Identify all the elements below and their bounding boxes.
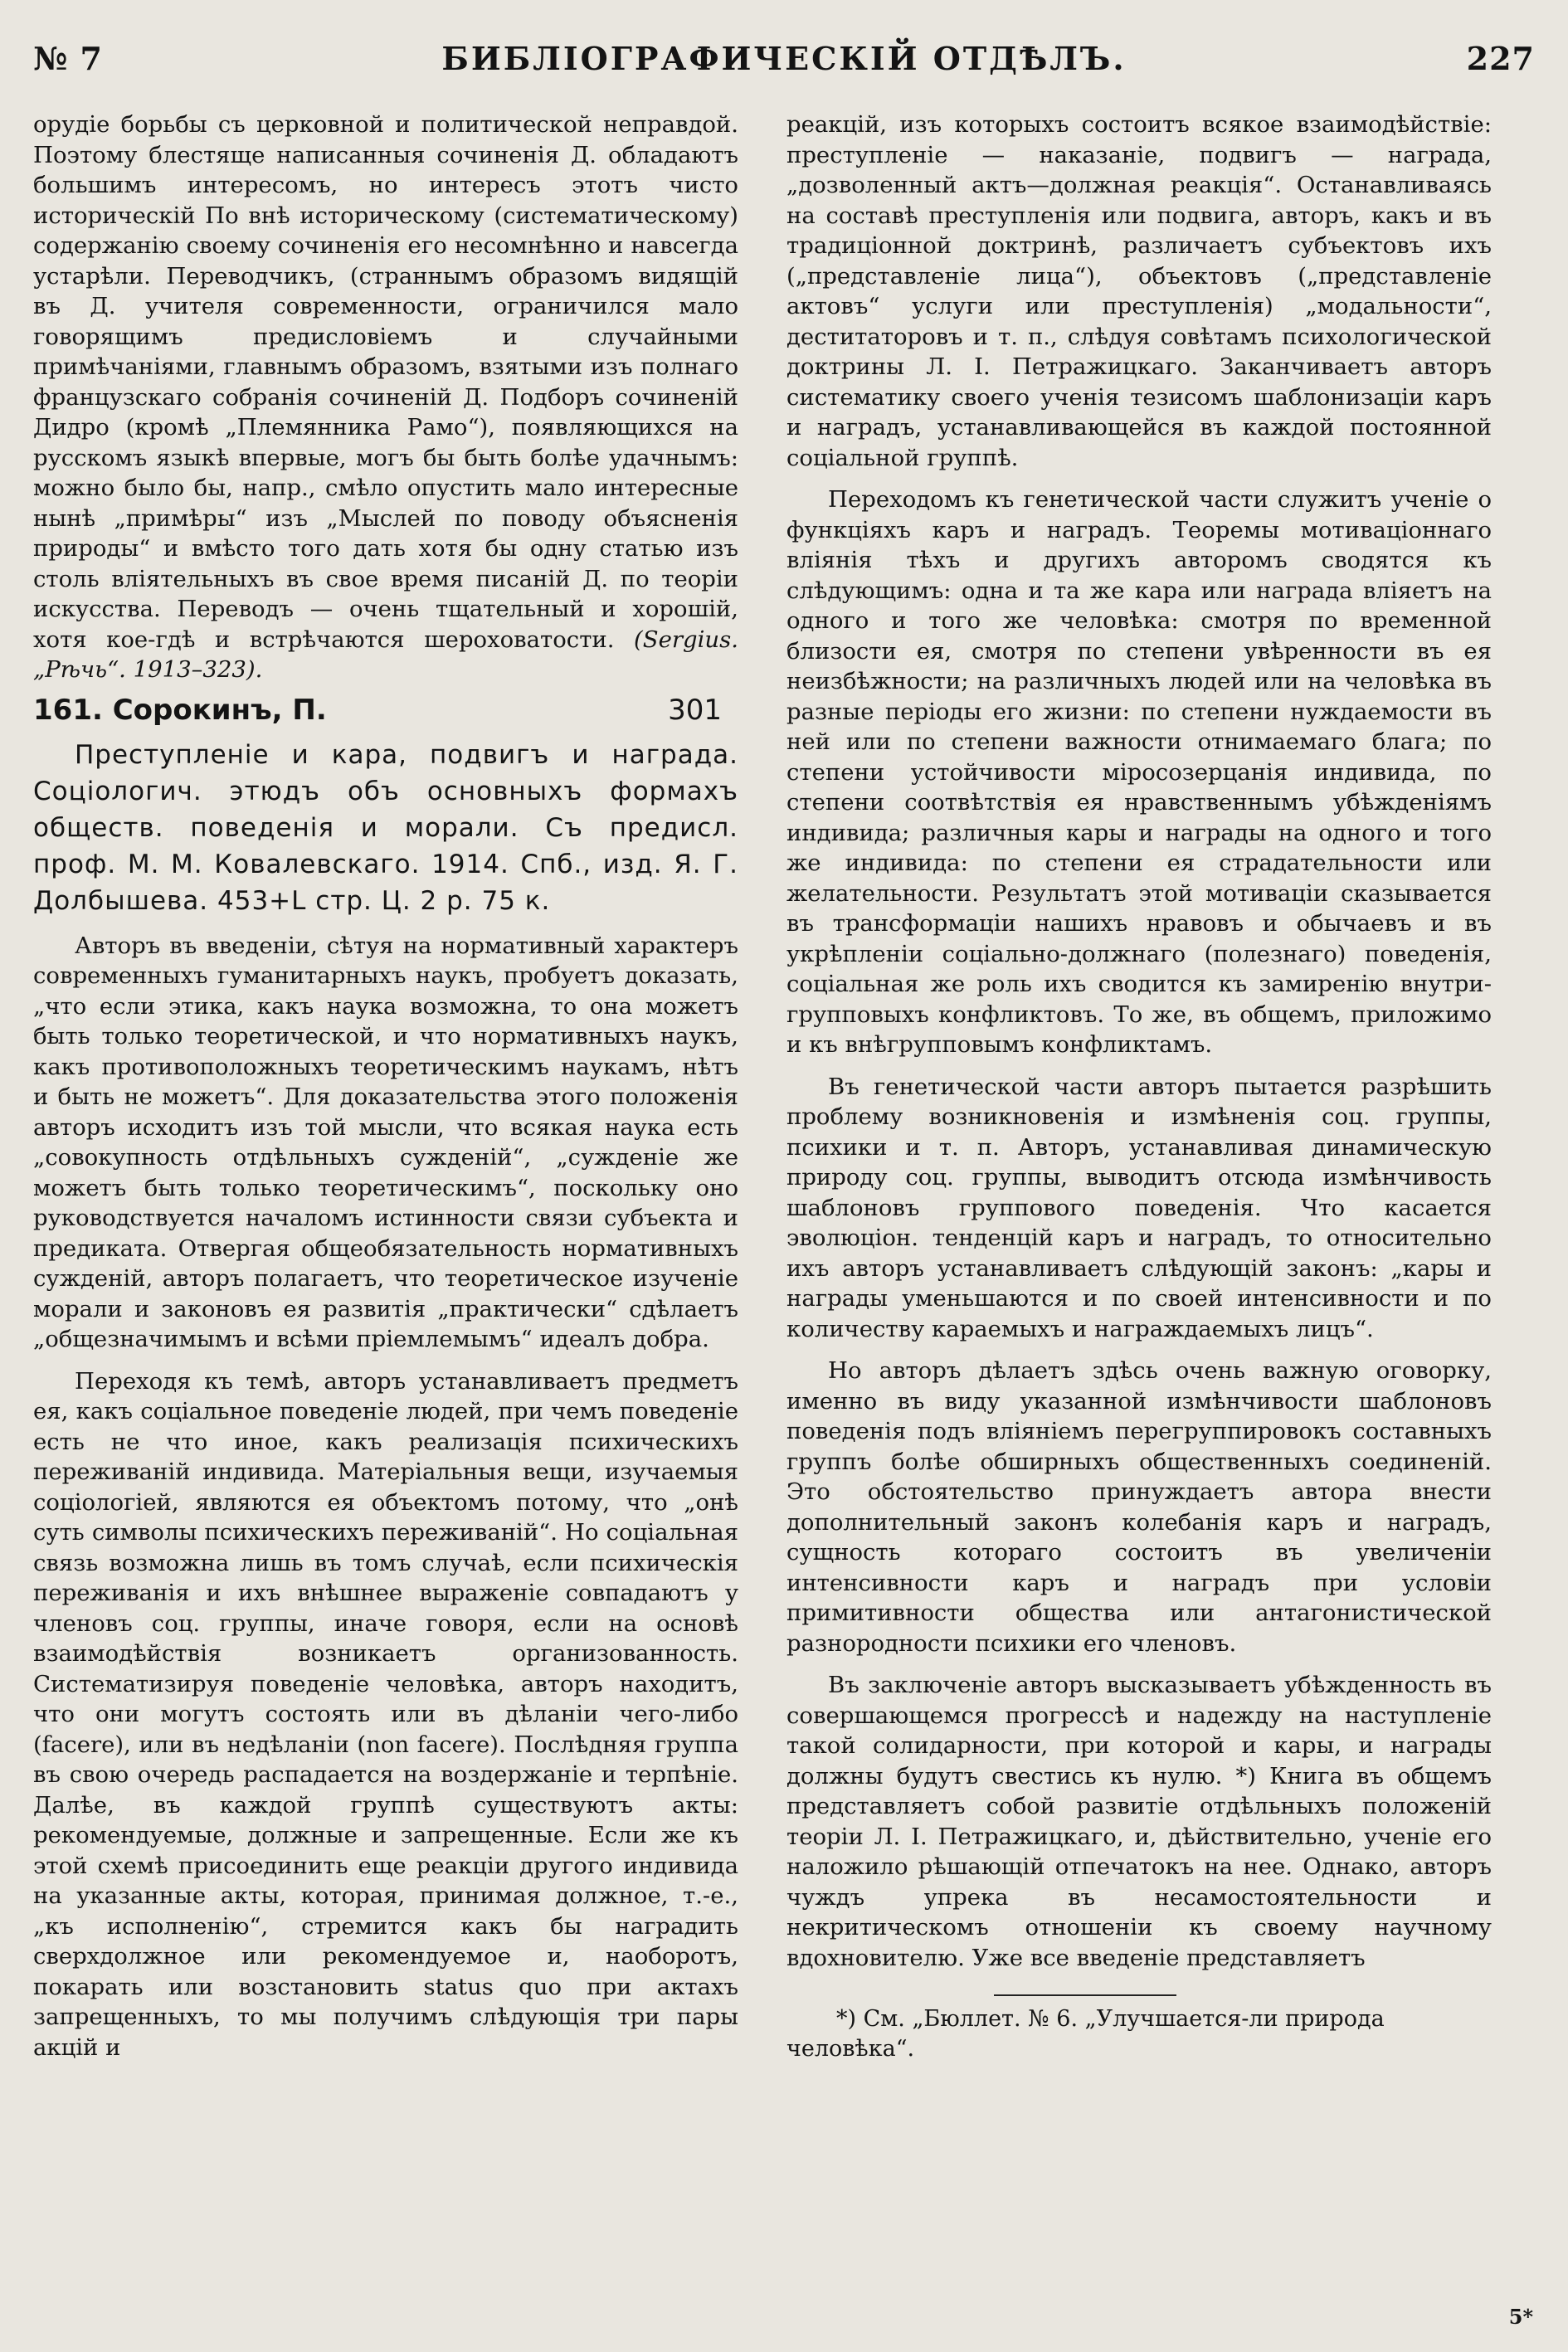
entry-classification-code: 301	[668, 693, 722, 727]
continued-text: орудіе борьбы съ церковной и политической неправдой. Поэтому блестяще написанныя сочиненія Д. обладаютъ большимъ интересомъ, но интересъ этотъ чисто историческій По внѣ историческому (систематическому) содержанію своему сочиненія его несомнѣнно и навсегда устарѣли. Переводчикъ, (страннымъ образомъ видящій въ Д. учителя современности, ограничился мало говорящимъ предисловіемъ и случайными примѣчаніями, главнымъ образомъ, взятыми изъ полнаго французскаго собранія сочиненій Д. Подборъ сочиненій Дидро (кромѣ „Племянника Рамо“), появляющихся на русскомъ языкѣ впервые, могъ бы быть болѣе удачнымъ: можно было бы, напр., смѣло опустить мало интересные нынѣ „примѣры“ изъ „Мыслей по поводу объясненія природы“ и вмѣсто того дать хотя бы одну статью изъ столь вліятельныхъ въ свое время писаній Д. по теоріи искусства. Переводъ — очень тщательный и хорошій, хотя кое-гдѣ и встрѣчаются шероховатости.	[33, 111, 738, 653]
review-paragraph: Переходомъ къ генетической части служитъ ученіе о функціяхъ каръ и наградъ. Теоремы мотиваціоннаго вліянія тѣхъ и другихъ авторомъ сводятся къ слѣдующимъ: одна и та же кара или награда вліяетъ на одного и того же человѣка: смотря по временной близости ея, смотря по степени увѣренности въ ея неизбѣжности; на различныхъ людей или на человѣка въ разные періоды его жизни: по степени нуждаемости въ ней или по степени важности отнимаемаго блага; по степени устойчивости міросозерцанія индивида, по степени соотвѣтствія ея нравственнымъ убѣжденіямъ индивида; различныя кары и награды на одного и того же индивида: по степени ея страдательности или желательности. Результатъ этой мотиваціи сказывается въ трансформаціи нашихъ нравовъ и обычаевъ и въ укрѣпленіи соціально-должнаго (полезнаго) поведенія, соціальная же роль ихъ сводится къ замиренію внутри-групповыхъ конфликтовъ. То же, въ общемъ, приложимо и къ внѣгрупповымъ конфликтамъ.	[786, 486, 1492, 1058]
issue-number: № 7	[33, 40, 103, 77]
entry-bibliographic-title: Преступленіе и кара, подвигъ и награда. Соціологич. этюдъ объ основныхъ формахъ обществ. поведенія и морали. Съ предисл. проф. М. М. Ковалевскаго. 1914. Спб., изд. Я. Г. Долбышева. 453+L стр. Ц. 2 р. 75 к.	[33, 739, 738, 916]
review-paragraph: Въ заключеніе авторъ высказываетъ убѣжденность въ совершающемся прогрессѣ и надежду на наступленіе такой солидарности, при которой и кары, и награды должны будутъ свестись къ нулю. *) Книга въ общемъ представляетъ собой развитіе отдѣльныхъ положеній теоріи Л. І. Петражицкаго, и, дѣйствительно, ученіе его наложило рѣшающій отпечатокъ на нее. Однако, авторъ чуждъ упрека въ несамостоятельности и некритическомъ отношеніи къ своему научному вдохновителю. Уже все введеніе представляетъ	[786, 1672, 1492, 1971]
entry-heading	[33, 695, 738, 732]
review-paragraph: Въ генетической части авторъ пытается разрѣшить проблему возникновенія и измѣненія соц. группы, психики и т. п. Авторъ, устанавливая динамическую природу соц. группы, выводитъ отсюда измѣнчивость шаблоновъ группового поведенія. Что касается эволюціон. тенденцій каръ и наградъ, то относительно ихъ авторъ устанавливаетъ слѣдующій законъ: „кары и награды уменьшаются и по своей интенсивности и по количеству караемыхъ и награждаемыхъ лицъ“.	[786, 1073, 1492, 1342]
page-number: 227	[1466, 40, 1535, 77]
footnote-divider	[994, 1994, 1176, 1996]
review-paragraph: реакцій, изъ которыхъ состоитъ всякое взаимодѣйствіе: преступленіе — наказаніе, подвигъ — награда, „дозволенный актъ—должная реакція“. Останавливаясь на составѣ преступленія или подвига, авторъ, какъ и въ традиціонной доктринѣ, различаетъ субъектовъ ихъ („представленіе лица“), объектовъ („представленіе актовъ“ услуги или преступленія) „модальности“, деститаторовъ и т. п., слѣдуя совѣтамъ психологической доктрины Л. І. Петражицкаго. Заканчиваетъ авторъ систематику своего ученія тезисомъ шаблонизаціи каръ и наградъ, устанавливающейся въ каждой постоянной соціальной группѣ.	[786, 111, 1492, 471]
signature-mark: 5*	[1508, 2305, 1533, 2329]
page-header	[33, 40, 1535, 90]
left-column	[33, 110, 738, 2062]
section-title: БИБЛІОГРАФИЧЕСКІЙ ОТДѢЛЪ.	[441, 40, 1127, 77]
entry-number-author: 161. Сорокинъ, П.	[33, 693, 327, 727]
right-column	[786, 110, 1492, 2064]
footnote: *) См. „Бюллет. № 6. „Улучшается-ли природа человѣка“.	[786, 2006, 1385, 2062]
review-paragraph: Но авторъ дѣлаетъ здѣсь очень важную оговорку, именно въ виду указанной измѣнчивости шаблоновъ поведенія подъ вліяніемъ перегруппировокъ составныхъ группъ болѣе обширныхъ общественныхъ соединеній. Это обстоятельство принуждаетъ автора внести дополнительный законъ колебанія каръ и наградъ, сущность котораго состоитъ въ увеличеніи интенсивности каръ и наградъ при условіи примитивности общества или антагонистической разнородности психики его членовъ.	[786, 1357, 1492, 1657]
review-paragraph: Переходя къ темѣ, авторъ устанавливаетъ предметъ ея, какъ соціальное поведеніе людей, при чемъ поведеніе есть не что иное, какъ реализація психическихъ переживаній индивида. Матеріальныя вещи, изучаемыя соціологіей, являются ея объектомъ потому, что „онѣ суть символы психическихъ переживаній“. Но соціальная связь возможна лишь въ томъ случаѣ, если психическія переживанія и ихъ внѣшнее выраженіе совпадаютъ у членовъ соц. группы, иначе говоря, если на основѣ взаимодѣйствія возникаетъ организованность. Систематизируя поведеніе человѣка, авторъ находитъ, что они могутъ состоять или въ дѣланіи чего-либо (facere), или въ недѣланіи (non facere). Послѣдняя группа въ свою очередь распадается на воздержаніе и терпѣніе. Далѣе, въ каждой группѣ существуютъ акты: рекомендуемые, должные и запрещенные. Если же къ этой схемѣ присоединить еще реакціи другого индивида на указанные акты, которая, принимая должное, т.-е., „къ исполненію“, стремится какъ бы наградить сверхдолжное или рекомендуемое и, наоборотъ, покарать или возстановить status quo при актахъ запрещенныхъ, то мы получимъ слѣдующія три пары акцій и	[33, 1367, 738, 2061]
review-paragraph: Авторъ въ введеніи, сѣтуя на нормативный характеръ современныхъ гуманитарныхъ наукъ, пробуетъ доказать, „что если этика, какъ наука возможна, то она можетъ быть только теоретической, и что нормативныхъ наукъ, какъ противоположныхъ теоретическимъ наукамъ, нѣтъ и быть не можетъ“. Для доказательства этого положенія авторъ исходитъ изъ той мысли, что всякая наука есть „совокупность отдѣльныхъ сужденій“, „сужденіе же можетъ быть только теоретическимъ“, поскольку оно руководствуется началомъ истинности связи субъекта и предиката. Отвергая общеобязательность нормативныхъ сужденій, авторъ полагаетъ, что теоретическое изученіе морали и законовъ ея развитія „практически“ сдѣлаетъ „общезначимымъ и всѣми пріемлемымъ“ идеалъ добра.	[33, 932, 738, 1352]
review-citation: (Sergius. „Рѣчь“. 1913–323).	[33, 626, 738, 683]
continued-review-text	[33, 110, 738, 685]
